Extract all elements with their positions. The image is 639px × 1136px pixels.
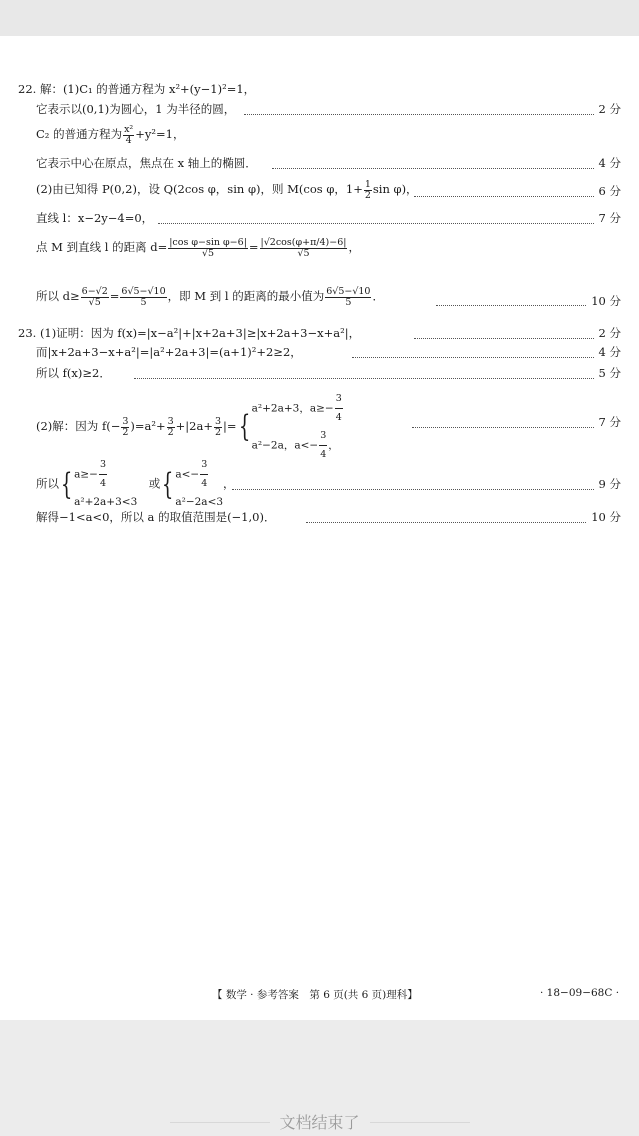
score-10: 10 分 [591, 510, 621, 524]
q22-line-7: 点 M 到直线 l 的距离 d= $\frac{\text{|cos φ−sin φ−6|}}{√5}$ = $\frac{|√2\cos(\varphi+\pi/4)-6|}{√5}$ ， [36, 237, 360, 259]
score-9: 9 分 [598, 477, 621, 491]
q22-line-2: 它表示以(0,1)为圆心，1 为半径的圆， [36, 102, 236, 116]
page-footer: 【 数学 · 参考答案 第 6 页(共 6 页)理科】 [212, 989, 418, 1001]
leader-dots [414, 338, 594, 339]
leader-dots [412, 427, 594, 428]
score-5: 5 分 [598, 366, 621, 380]
score-2: 2 分 [598, 102, 621, 116]
fraction: $\frac{3}{2}$ [214, 416, 222, 438]
leader-dots [272, 168, 594, 169]
fraction: $\frac{\text{x²}}{4}$ [124, 124, 134, 146]
system-1: a≥− $\frac{3}{4}$ a²+2a+3<3 [74, 456, 137, 513]
fraction: $\frac{3}{4}$ [200, 456, 208, 493]
system-2: a<− $\frac{3}{4}$ a²−2a<3 [175, 456, 223, 513]
fraction: $\frac{\text{|cos φ−sin φ−6|}}{√5}$ [169, 237, 247, 259]
leader-dots [244, 114, 594, 115]
score-6: 6 分 [598, 184, 621, 198]
end-of-document-text: 文档结束了 [279, 1113, 360, 1132]
fraction: $\frac{6-√2}{√5}$ [81, 286, 108, 308]
leader-dots [436, 305, 586, 306]
q22-line-3: C₂ 的普通方程为 $\frac{\text{x²}}{4}$ +y²=1， [36, 124, 185, 146]
q22-line-1: 22. 解：(1)C₁ 的普通方程为 x²+(y−1)²=1， [18, 82, 256, 96]
score-7: 7 分 [598, 211, 621, 225]
leader-dots [352, 357, 594, 358]
piecewise-cases: a²+2a+3，a≥− $\frac{3}{4}$ a²−2a，a<− $\frac{3}{4}$ ， [252, 390, 344, 464]
q23-line-3: 所以 f(x)≥2． [36, 366, 111, 380]
leader-dots [306, 522, 586, 523]
score-4: 4 分 [598, 345, 621, 359]
fraction: $\frac{|√2\cos(\varphi+\pi/4)-6|}{√5}$ [260, 237, 347, 259]
score-10: 10 分 [591, 294, 621, 308]
score-4: 4 分 [598, 156, 621, 170]
fraction: $\frac{3}{4}$ [99, 456, 107, 493]
left-brace: { [238, 409, 250, 445]
score-2: 2 分 [598, 326, 621, 340]
fraction: $\frac{6√5-√10}{5}$ [121, 286, 166, 308]
leader-dots [232, 489, 594, 490]
q23-line-6: 解得−1<a<0，所以 a 的取值范围是(−1,0)． [36, 510, 276, 524]
fraction: $\frac{3}{2}$ [167, 416, 174, 438]
fraction: $\frac{1}{2}$ [364, 179, 371, 201]
left-brace: { [162, 466, 174, 502]
leader-dots [158, 223, 594, 224]
top-bar [0, 0, 639, 36]
fraction: $\frac{3}{2}$ [122, 416, 129, 438]
score-7: 7 分 [598, 415, 621, 429]
document-code: · 18−09−68C · [540, 987, 620, 999]
q23-line-4: (2)解：因为 f(− $\frac{3}{2}$ )=a²+ $\frac{3}{2}$ +|2a+ $\frac{3}{2}$ |={ a²+2a+3，a≥− $\frac{3}{4}$ a²−2a，a<− $\frac{3}{4}$ ， [36, 390, 344, 464]
fraction: $\frac{3}{4}$ [335, 390, 343, 427]
q23-line-1: 23. (1)证明：因为 f(x)=|x−a²|+|x+2a+3|≥|x+2a+3−x+a²|， [18, 326, 361, 340]
fraction: $\frac{6√5-√10}{5}$ [326, 286, 371, 308]
leader-dots [414, 196, 594, 197]
leader-dots [134, 378, 594, 379]
q23-line-2: 而|x+2a+3−x+a²|=|a²+2a+3|=(a+1)²+2≥2， [36, 345, 302, 359]
q22-line-5: (2)由已知得 P(0,2)，设 Q(2cos φ，sin φ)，则 M(cos φ，1+ $\frac{1}{2}$ sin φ)， [36, 179, 418, 201]
fraction: $\frac{3}{4}$ [319, 427, 327, 464]
q22-line-6: 直线 l：x−2y−4=0， [36, 211, 154, 225]
q22-line-4: 它表示中心在原点，焦点在 x 轴上的椭圆． [36, 156, 257, 170]
left-brace: { [60, 466, 73, 502]
q23-line-5: 所以{ a≥− $\frac{3}{4}$ a²+2a+3<3 或{ a<− $\frac{3}{4}$ a²−2a<3 ， [36, 456, 235, 513]
q22-line-8: 所以 d≥ $\frac{6-√2}{√5}$ = $\frac{6√5-√10}{5}$ ，即 M 到 l 的距离的最小值为 $\frac{6√5-√10}{5}$ ． [36, 286, 384, 308]
